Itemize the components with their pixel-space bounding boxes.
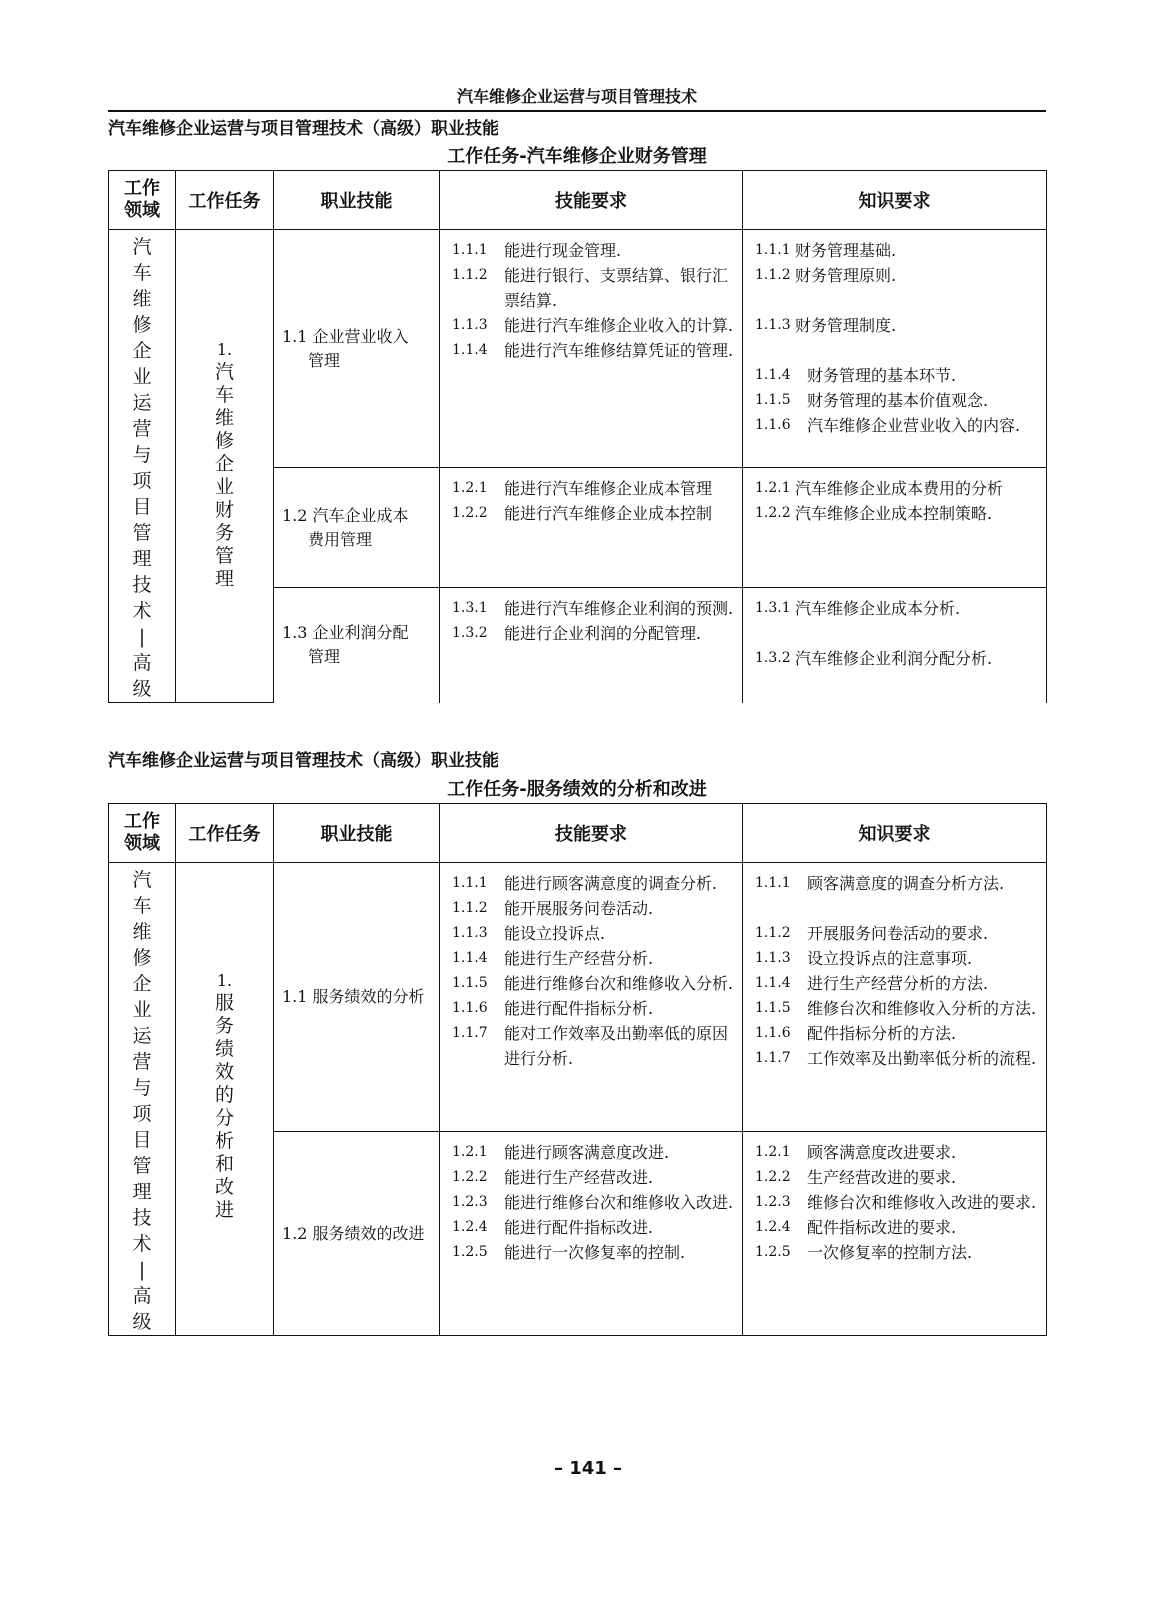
knowledge-req-item: 1.1.3 设立投诉点的注意事项. — [755, 949, 973, 968]
vertical-char: 与 — [132, 1077, 152, 1099]
header-skill: 职业技能 — [274, 171, 440, 230]
vertical-char: 业 — [132, 366, 152, 388]
skill-req-cell — [440, 230, 743, 468]
vertical-char: 绩 — [214, 1038, 234, 1060]
knowledge-req-item: 1.2.4 配件指标改进的要求. — [755, 1218, 957, 1238]
vertical-char: 运 — [132, 392, 152, 414]
knowledge-req-item: 1.1.1 财务管理基础. — [755, 241, 897, 260]
knowledge-req-item: 1.3.2 汽车维修企业利润分配分析. — [755, 649, 993, 668]
knowledge-req-item: 1.2.1 汽车维修企业成本费用的分析 — [755, 479, 1004, 498]
section-title: 汽车维修企业运营与项目管理技术（高级）职业技能 — [108, 119, 499, 139]
header-skill-req: 技能要求 — [440, 804, 743, 863]
skills-table-service — [108, 803, 1047, 1336]
vertical-char: 修 — [132, 314, 152, 336]
skill-req-item: 1.1.2 能开展服务问卷活动. — [452, 899, 654, 918]
work-area-cell — [109, 863, 176, 1336]
knowledge-req-cell — [743, 863, 1047, 1132]
vertical-char: 与 — [132, 444, 152, 466]
skill-cell — [274, 230, 440, 468]
vertical-char: 管 — [214, 545, 234, 567]
vertical-char: 目 — [132, 496, 152, 518]
knowledge-req-item: 1.1.2 财务管理原则. — [755, 266, 897, 285]
vertical-char: 术 — [132, 600, 152, 622]
vertical-char: 车 — [132, 895, 152, 917]
knowledge-req-item: 1.1.1 顾客满意度的调查分析方法. — [755, 874, 1005, 893]
knowledge-req-item: 1.2.5 一次修复率的控制方法. — [755, 1243, 973, 1263]
vertical-char: 级 — [132, 678, 152, 700]
vertical-char: 理 — [214, 568, 234, 590]
knowledge-req-item: 1.1.4 进行生产经营分析的方法. — [755, 974, 989, 993]
vertical-char: 技 — [132, 574, 152, 596]
knowledge-req-item: 1.1.4 财务管理的基本环节. — [755, 366, 957, 385]
skill-label: 1.1 服务绩效的分析 — [282, 987, 425, 1007]
knowledge-req-cell — [743, 588, 1047, 703]
table-header-row — [109, 804, 1047, 863]
vertical-char: 项 — [132, 1103, 152, 1125]
skill-req-item: 1.1.3 能设立投诉点. — [452, 924, 606, 943]
skill-req-item: 1.2.2 能进行汽车维修企业成本控制 — [452, 504, 713, 523]
work-task-cell — [176, 863, 274, 1336]
task-number: 1. — [216, 340, 233, 359]
task-title: 工作任务-汽车维修企业财务管理 — [447, 146, 707, 167]
work-area-vertical-text — [109, 863, 175, 1335]
skill-cell — [274, 863, 440, 1132]
header-knowledge-req: 知识要求 — [743, 804, 1047, 863]
vertical-char: 企 — [132, 973, 152, 995]
header-skill: 职业技能 — [274, 804, 440, 863]
table-header-row — [109, 171, 1047, 230]
vertical-char: 汽 — [214, 361, 234, 383]
vertical-char: 改 — [214, 1176, 234, 1198]
knowledge-req-item: 1.1.5 维修台次和维修收入分析的方法. — [755, 999, 1037, 1018]
knowledge-req-item: 1.1.5 财务管理的基本价值观念. — [755, 391, 989, 410]
knowledge-req-cell — [743, 230, 1047, 468]
vertical-char: 修 — [214, 430, 234, 452]
skill-req-item: 1.1.4 能进行汽车维修结算凭证的管理. — [452, 341, 734, 360]
skill-req-cell — [440, 863, 743, 1132]
header-task: 工作任务 — [176, 171, 274, 230]
skill-req-item: 1.2.2 能进行生产经营改进. — [452, 1168, 654, 1188]
work-area-cell — [109, 230, 176, 703]
table-row — [109, 863, 1047, 1132]
vertical-char: 管 — [132, 1155, 152, 1177]
page-number: – 141 – — [553, 1458, 623, 1479]
skill-req-item: 1.3.1 能进行汽车维修企业利润的预测. — [452, 599, 734, 618]
vertical-char: 运 — [132, 1025, 152, 1047]
vertical-char: 析 — [214, 1130, 234, 1152]
skill-label: 1.2 服务绩效的改进 — [282, 1223, 425, 1243]
table-row — [109, 230, 1047, 468]
vertical-char: 效 — [214, 1061, 234, 1083]
vertical-char: 项 — [132, 470, 152, 492]
vertical-char: 务 — [214, 522, 234, 544]
skill-label-cont: 管理 — [308, 350, 341, 370]
skill-req-item: 1.1.3 能进行汽车维修企业收入的计算. — [452, 316, 734, 335]
vertical-char: 修 — [132, 947, 152, 969]
skill-req-item: 1.1.1 能进行顾客满意度的调查分析. — [452, 874, 718, 893]
skill-cell — [274, 468, 440, 588]
knowledge-req-item: 1.2.1 顾客满意度改进要求. — [755, 1143, 957, 1163]
task-text — [215, 992, 234, 1222]
vertical-char: 分 — [214, 1107, 234, 1129]
vertical-char: 车 — [132, 262, 152, 284]
vertical-char: 汽 — [132, 236, 152, 258]
skill-req-item: 1.1.5 能进行维修台次和维修收入分析. — [452, 974, 734, 993]
skill-cell — [274, 588, 440, 703]
vertical-char: 管 — [132, 522, 152, 544]
knowledge-req-item: 1.1.6 汽车维修企业营业收入的内容. — [755, 416, 1021, 435]
task-title: 工作任务-服务绩效的分析和改进 — [447, 779, 707, 800]
vertical-char: 技 — [132, 1207, 152, 1229]
knowledge-req-item: 1.2.3 维修台次和维修收入改进的要求. — [755, 1193, 1037, 1213]
skill-req-item: 1.2.4 能进行配件指标改进. — [452, 1218, 654, 1238]
vertical-char: 维 — [132, 921, 152, 943]
task-text — [215, 361, 234, 591]
skill-cell — [274, 1132, 440, 1336]
vertical-char: 企 — [132, 340, 152, 362]
work-task-vertical-text — [176, 230, 273, 591]
vertical-char: 级 — [132, 1311, 152, 1333]
vertical-char: 财 — [214, 499, 234, 521]
work-task-vertical-text — [176, 863, 273, 1222]
vertical-char: 服 — [214, 992, 234, 1014]
vertical-char: 维 — [132, 288, 152, 310]
skill-req-item: 1.2.3 能进行维修台次和维修收入改进. — [452, 1193, 734, 1213]
vertical-char: 理 — [132, 548, 152, 570]
vertical-char: 营 — [132, 418, 152, 440]
knowledge-req-item: 1.1.7 工作效率及出勤率低分析的流程. — [755, 1049, 1037, 1068]
skill-req-item: 1.1.2 能进行银行、支票结算、银行汇票结算. — [452, 266, 729, 310]
knowledge-req-cell — [743, 468, 1047, 588]
skill-req-item: 1.1.1 能进行现金管理. — [452, 241, 622, 260]
header-area-label: 工作领域 — [124, 178, 160, 221]
task-number: 1. — [216, 971, 233, 990]
work-area-vertical-text — [109, 230, 175, 702]
vertical-char: 的 — [214, 1084, 234, 1106]
knowledge-req-cell — [743, 1132, 1047, 1336]
skill-req-item: 1.2.5 能进行一次修复率的控制. — [452, 1243, 686, 1263]
vertical-char: 营 — [132, 1051, 152, 1073]
skill-label: 1.2 汽车企业成本 — [282, 505, 409, 525]
vertical-char: 业 — [214, 476, 234, 498]
vertical-char: 汽 — [132, 869, 152, 891]
knowledge-req-item: 1.1.6 配件指标分析的方法. — [755, 1024, 957, 1043]
skill-label-cont: 费用管理 — [308, 529, 373, 549]
header-task: 工作任务 — [176, 804, 274, 863]
header-knowledge-req: 知识要求 — [743, 171, 1047, 230]
vertical-char: 高 — [132, 652, 152, 674]
skill-req-item: 1.3.2 能进行企业利润的分配管理. — [452, 624, 702, 643]
header-skill-req: 技能要求 — [440, 171, 743, 230]
skill-req-item: 1.2.1 能进行汽车维修企业成本管理 — [452, 479, 713, 498]
running-header: 汽车维修企业运营与项目管理技术 — [108, 84, 1046, 112]
skill-label: 1.3 企业利润分配 — [282, 623, 409, 643]
skill-req-item: 1.1.6 能进行配件指标分析. — [452, 999, 654, 1018]
knowledge-req-item: 1.1.2 开展服务问卷活动的要求. — [755, 924, 989, 943]
vertical-char: 理 — [132, 1181, 152, 1203]
vertical-char: 高 — [132, 1285, 152, 1307]
vertical-char: 术 — [132, 1233, 152, 1255]
skill-req-cell — [440, 1132, 743, 1336]
knowledge-req-item: 1.1.3 财务管理制度. — [755, 316, 897, 335]
vertical-char: 目 — [132, 1129, 152, 1151]
skills-table-finance — [108, 170, 1047, 703]
vertical-char: 车 — [214, 384, 234, 406]
header-area — [109, 804, 176, 863]
skill-req-item: 1.1.7 能对工作效率及出勤率低的原因进行分析. — [452, 1024, 729, 1068]
vertical-char: 业 — [132, 999, 152, 1021]
knowledge-req-item: 1.2.2 汽车维修企业成本控制策略. — [755, 504, 993, 523]
vertical-char: 务 — [214, 1015, 234, 1037]
skill-req-cell — [440, 588, 743, 703]
knowledge-req-item: 1.3.1 汽车维修企业成本分析. — [755, 599, 961, 618]
skill-req-item: 1.1.4 能进行生产经营分析. — [452, 949, 654, 968]
header-area-label: 工作领域 — [124, 811, 160, 854]
vertical-char: 进 — [214, 1199, 234, 1221]
vertical-char: 和 — [214, 1153, 234, 1175]
skill-req-item: 1.2.1 能进行顾客满意度改进. — [452, 1143, 670, 1163]
vertical-char: 维 — [214, 407, 234, 429]
vertical-char: | — [138, 626, 146, 648]
skill-label: 1.1 企业营业收入 — [282, 326, 409, 346]
work-task-cell — [176, 230, 274, 703]
skill-label-cont: 管理 — [308, 647, 341, 667]
vertical-char: 企 — [214, 453, 234, 475]
section-title: 汽车维修企业运营与项目管理技术（高级）职业技能 — [108, 751, 499, 771]
header-area — [109, 171, 176, 230]
skill-req-cell — [440, 468, 743, 588]
vertical-char: | — [138, 1259, 146, 1281]
knowledge-req-item: 1.2.2 生产经营改进的要求. — [755, 1168, 957, 1188]
